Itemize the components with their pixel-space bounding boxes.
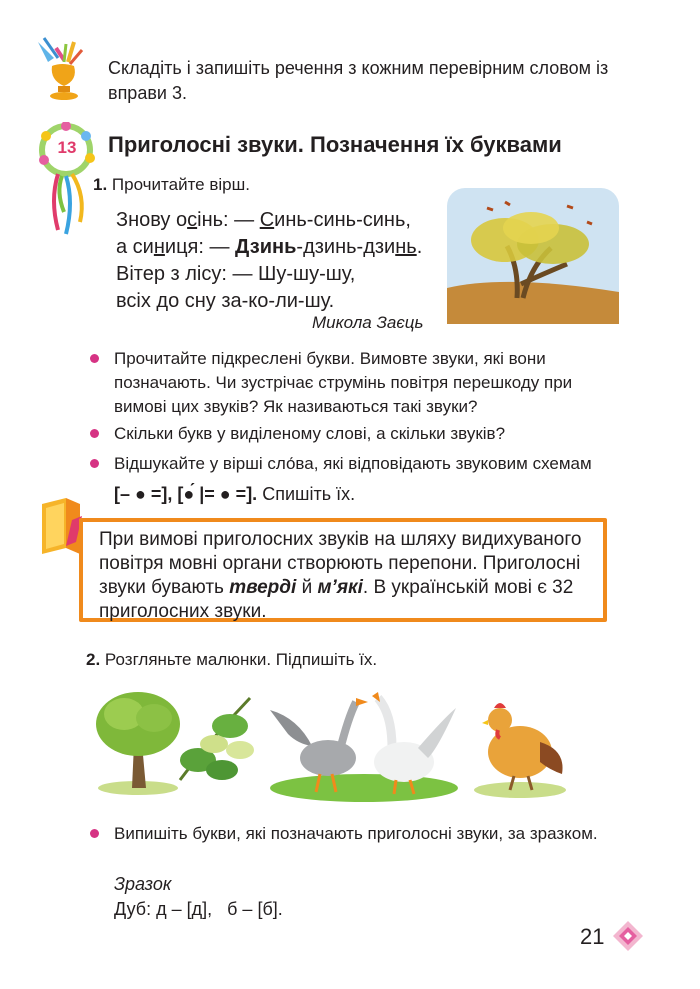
linden-branch-illustration <box>170 690 262 790</box>
geese-illustration <box>268 688 460 804</box>
bullet <box>90 829 99 838</box>
question-4: Випишіть букви, які позначають приголосні звуки, за зразком. <box>114 822 624 846</box>
sample-label: Зразок <box>114 874 172 894</box>
question-2: Скільки букв у виділеному слові, а скільки звуків? <box>114 422 624 446</box>
intro-text: Складіть і запишіть речення з кожним перевірним словом із вправи 3. <box>108 58 609 103</box>
question-1: Прочитайте підкреслені букви. Вимовте звуки, які вони позначають. Чи зустрічає струмінь повітря перешкоду при вимові цих звуків? Як називаються такі звуки? <box>114 347 624 419</box>
page-number: 21 <box>580 924 605 949</box>
task1-heading <box>93 175 250 195</box>
task1-instruction: Прочитайте вірш. <box>111 175 250 194</box>
bullet <box>90 459 99 468</box>
task1-number: 1. <box>93 175 108 194</box>
lesson-title: Приголосні звуки. Позначення їх буквами <box>108 132 562 157</box>
task2-instruction: Розгляньте малюнки. Підпишіть їх. <box>104 650 378 669</box>
autumn-tree-illustration <box>447 188 619 324</box>
sample-block <box>114 872 283 922</box>
oak-tree-illustration <box>92 684 182 796</box>
hen-illustration <box>470 690 570 802</box>
flower-vase-icon <box>34 36 92 104</box>
ornament-icon <box>612 920 644 952</box>
bullet <box>90 354 99 363</box>
task2-number: 2. <box>86 650 101 669</box>
question-3: Відшукайте у вірші сло́ва, які відповідають звуковим схемам [– ● =], [●́ |= ● =]. Спишіть їх. <box>114 452 624 506</box>
poem <box>116 207 422 315</box>
poem-line-1: Знову осінь: — Синь-синь-синь, <box>116 209 411 231</box>
sample-text: Дуб: д – [д], б – [б]. <box>114 899 283 919</box>
lesson-number: 13 <box>57 138 77 157</box>
poem-line-2: а синиця: — Дзинь-дзинь-дзинь. <box>116 236 423 258</box>
task2-heading <box>86 650 377 670</box>
poem-line-4: всіх до сну за-ко-ли-шу. <box>116 290 335 312</box>
rule-box: При вимові приголосних звуків на шляху видихуваного повітря мовні органи створюють перепони. Приголосні звуки бувають тверді й м’які. В українській мові є 32 приголосних звуки. <box>79 518 607 622</box>
poem-author: Микола Заєць <box>312 313 424 332</box>
question-3-end: Спишіть їх. <box>262 484 356 504</box>
bullet <box>90 429 99 438</box>
poem-line-3: Вітер з лісу: — Шу-шу-шу, <box>116 263 356 285</box>
sound-schemes: [– ● =], [●́ |= ● =]. <box>114 484 258 504</box>
